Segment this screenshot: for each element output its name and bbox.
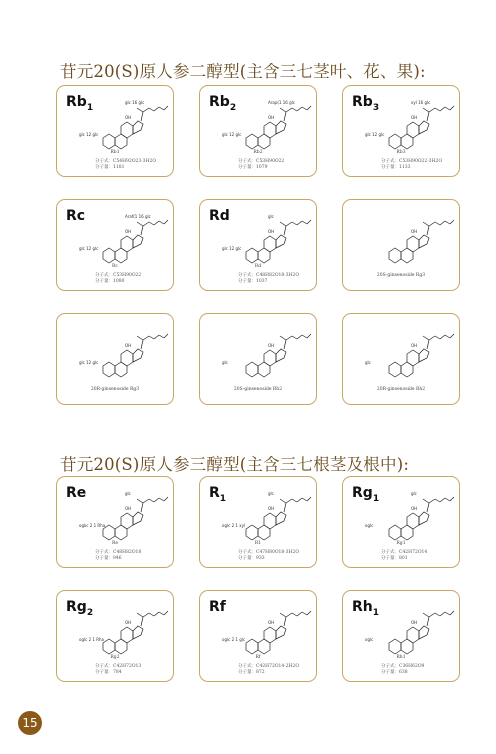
svg-text:OH: OH (125, 506, 132, 511)
svg-text:OH: OH (125, 620, 132, 625)
compound-name: $Rb_1$ (66, 94, 94, 113)
compound-caption: 20S-ginsenoside Rh2 (233, 387, 283, 392)
svg-text:OH: OH (268, 620, 275, 625)
section-title-diol: 苷元20(S)原人参二醇型(主含三七茎叶、花、果): (60, 62, 426, 81)
compound-caption: R1 (254, 541, 262, 546)
svg-text:oglc: oglc (365, 523, 374, 528)
molecular-weight: 分子量：946 (95, 556, 122, 561)
svg-text:oglc 2 1 Rha: oglc 2 1 Rha (79, 637, 104, 642)
svg-text:glc 12 glc: glc 12 glc (79, 246, 99, 251)
molecular-formula: 分子式：C42H72O13 (95, 664, 142, 669)
compound-card (199, 590, 317, 682)
structure-diagram (361, 318, 460, 388)
chemical-structure-icon (218, 318, 317, 388)
compound-card (199, 313, 317, 405)
compound-caption: Rc (112, 264, 118, 269)
compound-caption: Rh1 (396, 655, 406, 660)
compound-card (56, 590, 174, 682)
compound-card (56, 476, 174, 568)
compound-card (56, 313, 174, 405)
svg-text:OH: OH (411, 229, 418, 234)
compound-name: $Rg_2$ (66, 599, 94, 618)
chemical-structure-icon (361, 204, 460, 274)
compound-card (342, 313, 460, 405)
molecular-formula: 分子式：C48H82O18·3H2O (238, 273, 300, 278)
svg-text:OH: OH (268, 506, 275, 511)
compound-name: $R_1$ (209, 485, 227, 504)
svg-text:glc: glc (268, 491, 274, 496)
molecular-weight: 分子量：1079 (238, 165, 268, 170)
compound-card (342, 590, 460, 682)
molecular-weight: 分子量：1133 (381, 165, 411, 170)
compound-name: $Rh_1$ (352, 599, 380, 618)
svg-text:glc 12 glc: glc 12 glc (222, 246, 242, 251)
compound-name: $Rg_1$ (352, 485, 380, 504)
compound-caption: Rg1 (396, 541, 406, 546)
svg-text:OH: OH (125, 115, 132, 120)
compound-caption: Rd (254, 264, 262, 269)
svg-text:glc: glc (365, 360, 371, 365)
svg-text:Araf(1 16 glc: Araf(1 16 glc (125, 214, 151, 219)
molecular-formula: 分子式：C53H90O22 (95, 273, 142, 278)
compound-caption: 20R-ginsenoside Rh2 (376, 387, 426, 392)
molecular-formula: 分子式：C42H72O14 (381, 550, 428, 555)
page-number: 15 (18, 711, 42, 735)
svg-text:glc 12 glc: glc 12 glc (222, 132, 242, 137)
structure-diagram (218, 318, 317, 388)
compound-name: $Rb_3$ (352, 94, 380, 113)
compound-card (342, 476, 460, 568)
compound-name: Re (66, 485, 87, 501)
chemical-structure-icon (361, 318, 460, 388)
molecular-weight: 分子量：1080 (95, 279, 125, 284)
svg-text:Arap(1 16 glc: Arap(1 16 glc (268, 100, 295, 105)
molecular-weight: 分子量：801 (381, 556, 408, 561)
compound-card (342, 199, 460, 291)
svg-text:glc: glc (268, 214, 274, 219)
molecular-formula: 分子式：C54H92O23·3H2O (95, 159, 157, 164)
compound-card (342, 85, 460, 177)
svg-text:xyl 16 glc: xyl 16 glc (411, 100, 431, 105)
svg-text:glc 16 glc: glc 16 glc (125, 100, 145, 105)
section-title-triol: 苷元20(S)原人参三醇型(主含三七根茎及根中): (60, 455, 410, 474)
molecular-formula: 分子式：C36H62O9 (381, 664, 425, 669)
compound-name: Rf (209, 599, 226, 615)
molecular-weight: 分子量：1037 (238, 279, 268, 284)
svg-text:ogkc 2 1 Rha: ogkc 2 1 Rha (79, 523, 106, 528)
compound-name: Rc (66, 208, 86, 224)
molecular-formula: 分子式：C42H72O14·2H2O (238, 664, 300, 669)
structure-diagram (75, 318, 174, 388)
svg-text:OH: OH (411, 343, 418, 348)
svg-text:glc: glc (411, 491, 417, 496)
svg-text:oglc: oglc (365, 637, 374, 642)
molecular-formula: 分子式：C48H82O18 (95, 550, 142, 555)
compound-caption: Rb3 (396, 150, 406, 155)
molecular-formula: 分子式：C47H80O18·3H2O (238, 550, 300, 555)
molecular-formula: 分子式：C53H90O22·3H2O (381, 159, 443, 164)
molecular-weight: 分子量：1181 (95, 165, 125, 170)
svg-text:glc 12 glc: glc 12 glc (365, 132, 385, 137)
svg-text:glc: glc (222, 360, 228, 365)
molecular-weight: 分子量：638 (381, 670, 408, 675)
svg-text:OH: OH (268, 229, 275, 234)
svg-text:glc 12 glc: glc 12 glc (79, 132, 99, 137)
svg-text:glc: glc (125, 491, 131, 496)
molecular-weight: 分子量：933 (238, 556, 265, 561)
svg-text:oglc 2 1 glc: oglc 2 1 glc (222, 637, 246, 642)
compound-card (199, 85, 317, 177)
compound-caption: 20R-ginsenoside Rg3 (90, 387, 140, 392)
compound-caption: Re (111, 541, 119, 546)
svg-text:OH: OH (125, 229, 132, 234)
compound-name: $Rb_2$ (209, 94, 237, 113)
svg-text:OH: OH (411, 620, 418, 625)
molecular-formula: 分子式：C53H90O22 (238, 159, 285, 164)
compound-caption: 20S-ginsenoside Rg3 (376, 273, 426, 278)
molecular-weight: 分子量：784 (95, 670, 122, 675)
svg-text:OH: OH (125, 343, 132, 348)
molecular-weight: 分子量：872 (238, 670, 265, 675)
compound-card (56, 199, 174, 291)
svg-text:OH: OH (268, 115, 275, 120)
compound-card (199, 199, 317, 291)
compound-caption: Rb2 (253, 150, 263, 155)
svg-text:OH: OH (411, 115, 418, 120)
svg-text:OH: OH (268, 343, 275, 348)
chemical-structure-icon (75, 318, 174, 388)
compound-name: Rd (209, 208, 230, 224)
svg-text:glc 12 glc: glc 12 glc (79, 360, 99, 365)
compound-caption: Rg2 (110, 655, 120, 660)
svg-text:oglc 2 1 xyl: oglc 2 1 xyl (222, 523, 246, 528)
svg-text:OH: OH (411, 506, 418, 511)
compound-card (199, 476, 317, 568)
compound-caption: Rf (255, 655, 261, 660)
compound-card (56, 85, 174, 177)
structure-diagram (361, 204, 460, 274)
compound-caption: Rb1 (110, 150, 120, 155)
